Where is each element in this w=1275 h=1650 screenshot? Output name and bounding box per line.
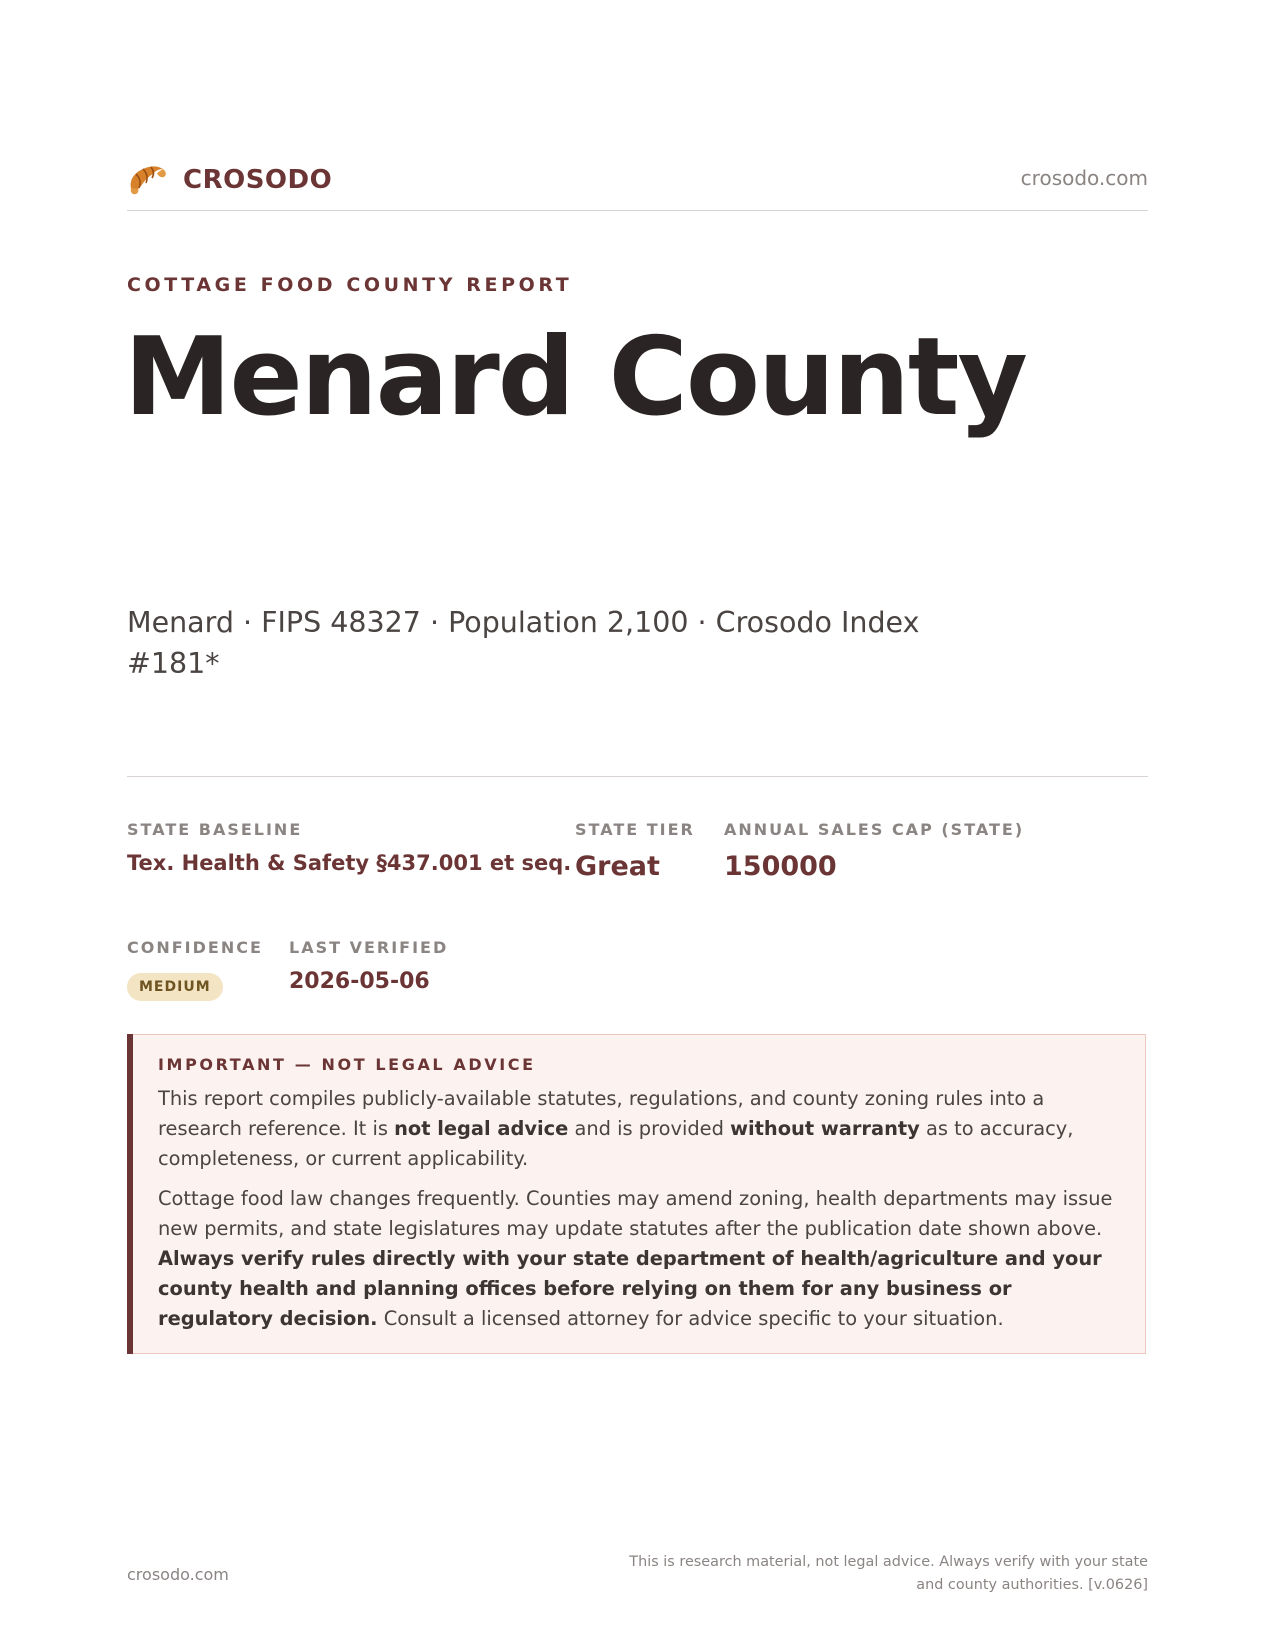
- croissant-icon: [127, 160, 169, 200]
- stat-value: 2026-05-06: [289, 969, 430, 994]
- notice-title: IMPORTANT — NOT LEGAL ADVICE: [158, 1055, 536, 1074]
- stat-last-verified: [289, 938, 448, 994]
- logo[interactable]: [127, 160, 332, 200]
- stat-value: Tex. Health & Safety §437.001 et seq.: [127, 851, 572, 875]
- stat-value: Great: [575, 851, 660, 882]
- stat-state-tier: [575, 820, 695, 882]
- notice-paragraph-1: This report compiles publicly-available statutes, regulations, and county zoning rules into a research reference. It is not legal advice and is provided without warranty as to accuracy, completeness, or current applicability.: [158, 1087, 1074, 1170]
- stat-label: LAST VERIFIED: [289, 938, 449, 957]
- report-page: [124, 0, 1148, 1650]
- brand-name: CROSODO: [183, 165, 333, 195]
- section-divider: [127, 776, 1148, 777]
- legal-notice: [127, 1034, 1146, 1354]
- stat-sales-cap: [724, 820, 1024, 882]
- stat-label: ANNUAL SALES CAP (STATE): [724, 820, 1025, 839]
- notice-accent-bar: [127, 1034, 133, 1354]
- confidence-badge: MEDIUM: [127, 973, 223, 1001]
- page-header: [127, 160, 1148, 211]
- stat-label: STATE BASELINE: [127, 820, 303, 839]
- page-title: Menard County: [124, 315, 1026, 440]
- stat-confidence: [127, 938, 263, 1001]
- header-url[interactable]: crosodo.com: [1020, 166, 1148, 190]
- county-subtitle: Menard · FIPS 48327 · Population 2,100 · Crosodo Index #181*: [127, 606, 920, 680]
- stat-state-baseline: [127, 820, 571, 875]
- footer-disclaimer: This is research material, not legal advice. Always verify with your state and county authorities. [v.0626]: [629, 1554, 1148, 1593]
- notice-paragraph-2: Cottage food law changes frequently. Counties may amend zoning, health departments may issue new permits, and state legislatures may update statutes after the publication date shown above. Always verify rules directly with your state department of health/agriculture and your county health and planning offices before relying on them for any business or regulatory decision. Consult a licensed attorney for advice specific to your situation.: [158, 1187, 1113, 1330]
- stat-label: STATE TIER: [575, 820, 695, 839]
- stat-value: 150000: [724, 851, 837, 882]
- report-eyebrow: COTTAGE FOOD COUNTY REPORT: [127, 274, 573, 296]
- stat-label: CONFIDENCE: [127, 938, 263, 957]
- footer-url[interactable]: crosodo.com: [127, 1565, 229, 1584]
